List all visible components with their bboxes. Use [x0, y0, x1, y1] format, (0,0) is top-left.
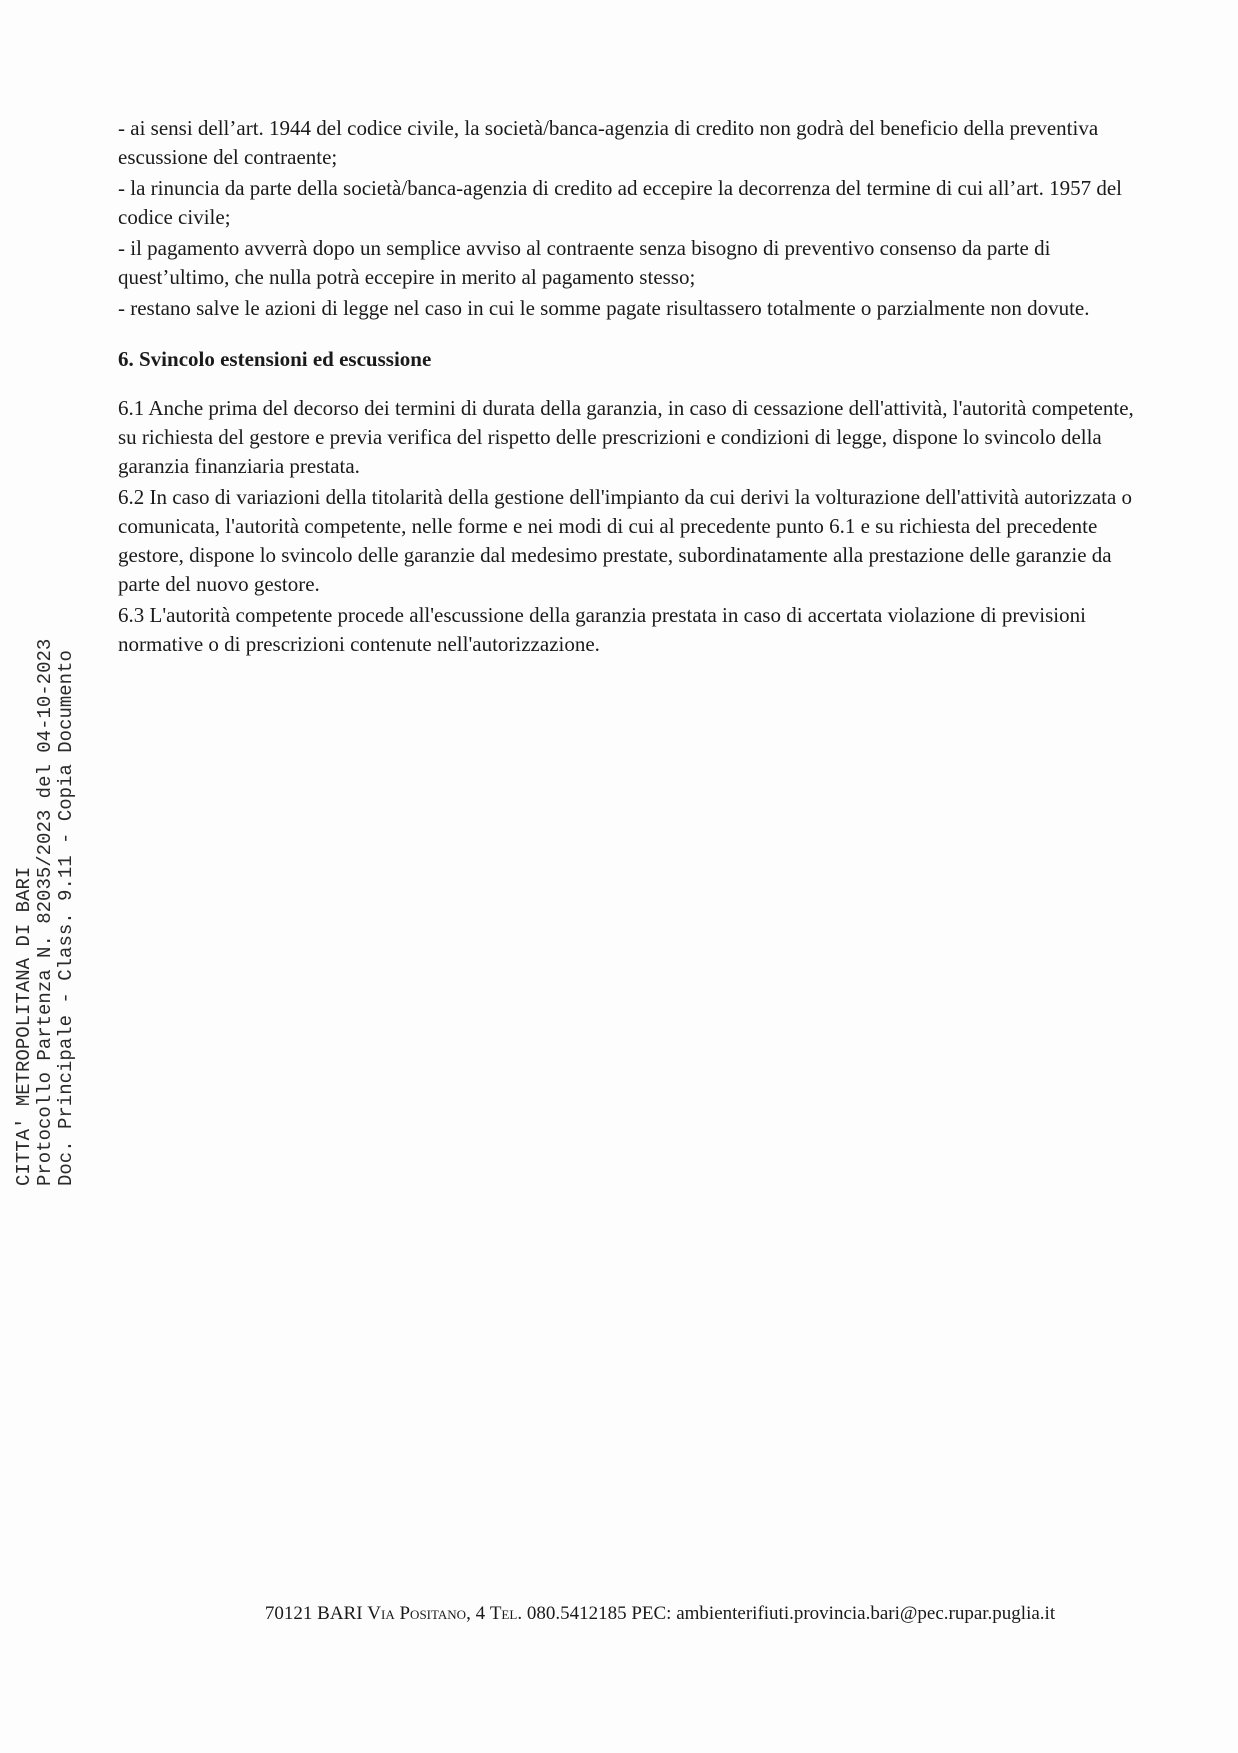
paragraph-6-1: 6.1 Anche prima del decorso dei termini di durata della garanzia, in caso di cessazione dell'attività, l'autorità competente, su richiesta del gestore e previa verifica del rispetto delle prescrizioni e condizioni di legge, dispone lo svincolo della garanzia finanziaria prestata. [118, 396, 1134, 478]
section-title: 6. Svincolo estensioni ed escussione [118, 347, 432, 371]
page-footer [0, 1603, 1238, 1625]
document-body [118, 114, 1143, 661]
footer-pec: ambienterifiuti.provincia.bari@pec.rupar.puglia.it [676, 1603, 1056, 1624]
footer-address: 70121 BARI [264, 1603, 363, 1624]
stamp-line-protocol: Protocollo Partenza N. 82035/2023 del 04-10-2023 [34, 638, 56, 1186]
footer-tel-label: Tel. [489, 1603, 523, 1624]
stamp-line-classification: Doc. Principale - Class. 9.11 - Copia Documento [55, 650, 77, 1186]
footer-pec-label: PEC: [631, 1603, 672, 1624]
protocol-stamp [14, 566, 77, 1186]
condition-line: - ai sensi dell’art. 1944 del codice civile, la società/banca-agenzia di credito non godrà del beneficio della preventiva escussione del contraente; [118, 116, 1099, 169]
footer-street: Via Positano, 4 [367, 1603, 486, 1624]
condition-line: - la rinuncia da parte della società/banca-agenzia di credito ad eccepire la decorrenza del termine di cui all’art. 1957 del codice civile; [118, 176, 1122, 229]
stamp-line-entity: CITTA' METROPOLITANA DI BARI [13, 866, 35, 1186]
condition-line: - restano salve le azioni di legge nel caso in cui le somme pagate risultassero totalmente o parzialmente non dovute. [118, 296, 1090, 320]
condition-line: - il pagamento avverrà dopo un semplice avviso al contraente senza bisogno di preventivo consenso da parte di quest’ultimo, che nulla potrà eccepire in merito al pagamento stesso; [118, 236, 1051, 289]
paragraph-6-2: 6.2 In caso di variazioni della titolarità della gestione dell'impianto da cui derivi la volturazione dell'attività autorizzata o comunicata, l'autorità competente, nelle forme e nei modi di cui al precedente punto 6.1 e su richiesta del precedente gestore, dispone lo svincolo delle garanzie dal medesimo prestate, subordinatamente alla prestazione delle garanzie da parte del nuovo gestore. [118, 485, 1133, 596]
guarantee-conditions-list [118, 114, 1143, 323]
paragraph-6-3: 6.3 L'autorità competente procede all'escussione della garanzia prestata in caso di accertata violazione di previsioni normative o di prescrizioni contenute nell'autorizzazione. [118, 603, 1086, 656]
footer-tel: 080.5412185 [526, 1603, 627, 1624]
